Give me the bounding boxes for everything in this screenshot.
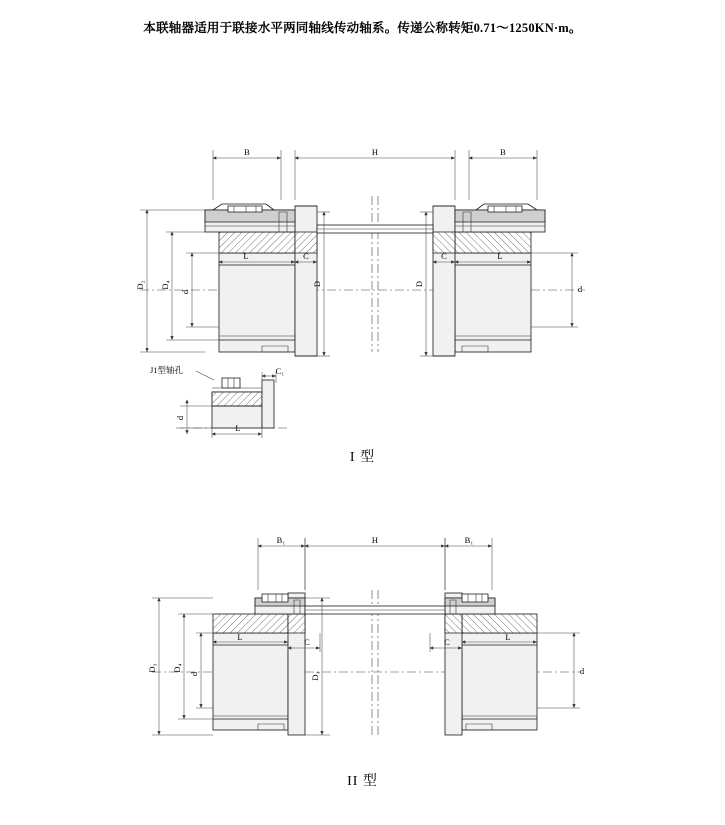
- figure1-right-flange-hatch: [433, 232, 455, 253]
- figure2-dim-d4-text: D₄: [172, 663, 182, 673]
- figure2-dim-b1-right-text: B₁: [464, 535, 474, 545]
- figure1-left-hub-hatch: [219, 232, 295, 253]
- figure2-right-flange-hatch: [445, 614, 462, 633]
- figure2-dim-l-right-text: L: [505, 632, 511, 642]
- figure1-dim-l-right-text: L: [497, 251, 503, 261]
- figure1-dim-D-right-text: D: [414, 280, 424, 288]
- figure2-left-hub-hatch: [213, 614, 288, 633]
- figure2-dim-dleft-text: d: [189, 671, 199, 677]
- figure1-label: I 型: [349, 450, 376, 465]
- figure1-detail-note: J1型轴孔: [150, 365, 184, 375]
- figure1-dim-l-left-text: L: [243, 251, 249, 261]
- figure2-left-flange-hatch: [288, 614, 305, 633]
- figure1-left-seal-block: [228, 206, 262, 212]
- figure2-right-hub-hatch: [462, 614, 537, 633]
- figure1-dim-dright-text: d: [577, 284, 583, 294]
- figure1-right-flange: [433, 206, 455, 356]
- figure1-detail-dim-d-text: d: [175, 415, 185, 421]
- figure1-dim-d2-text: D₂: [135, 280, 145, 290]
- figure-1-group: [135, 147, 585, 438]
- figure2-dim-d3-text: D₃: [147, 663, 157, 673]
- figure2-dim-d1-text: D₁: [310, 671, 320, 681]
- figure1-detail-leader: [196, 371, 214, 380]
- figure2-left-hub-body: [213, 633, 288, 730]
- figure1-dim-b-right-text: B: [500, 147, 506, 157]
- figure1-detail-dim-l-text: L: [235, 423, 241, 433]
- figure1-detail-cap: [222, 378, 240, 388]
- figure2-dim-dright-text: d: [579, 666, 585, 676]
- figure1-detail-dim-c1-text: C₁: [275, 366, 285, 376]
- figure1-dim-d4-text: D₄: [160, 280, 170, 290]
- page-caption: 本联轴器适用于联接水平两同轴线传动轴系。传递公称转矩0.71～1250KN·m。: [143, 21, 582, 35]
- figure1-detail-flange: [262, 380, 274, 428]
- figure2-dim-b1-left-text: B₁: [276, 535, 286, 545]
- figure1-right-hub-hatch: [455, 232, 531, 253]
- figure2-right-seal-block: [462, 594, 488, 602]
- figure1-right-hub-body: [455, 253, 531, 352]
- figure1-left-flange-hatch: [295, 232, 317, 253]
- figure1-detail-hatch: [212, 392, 262, 406]
- figure1-right-seal-block: [488, 206, 522, 212]
- figure2-dim-l-left-text: L: [237, 632, 243, 642]
- figure2-dim-c-left-text: C: [304, 637, 310, 647]
- figure2-right-hub-body: [462, 633, 537, 730]
- figure1-dim-c-left-text: C: [303, 251, 309, 261]
- figure2-dim-h-text: H: [371, 535, 379, 545]
- figure1-dim-D-left-text: D: [312, 280, 322, 288]
- figure2-label: II 型: [347, 774, 378, 789]
- figure-2-group: [147, 535, 585, 735]
- figure1-dim-b-left-text: B: [244, 147, 250, 157]
- figure1-dim-c-right-text: C: [441, 251, 447, 261]
- figure1-left-hub-body: [219, 253, 295, 352]
- figure1-dim-h-text: H: [371, 147, 379, 157]
- figure2-dim-c-right-text: C: [444, 637, 450, 647]
- figure1-dim-dleft-text: d: [180, 289, 190, 295]
- figure2-left-seal-block: [262, 594, 288, 602]
